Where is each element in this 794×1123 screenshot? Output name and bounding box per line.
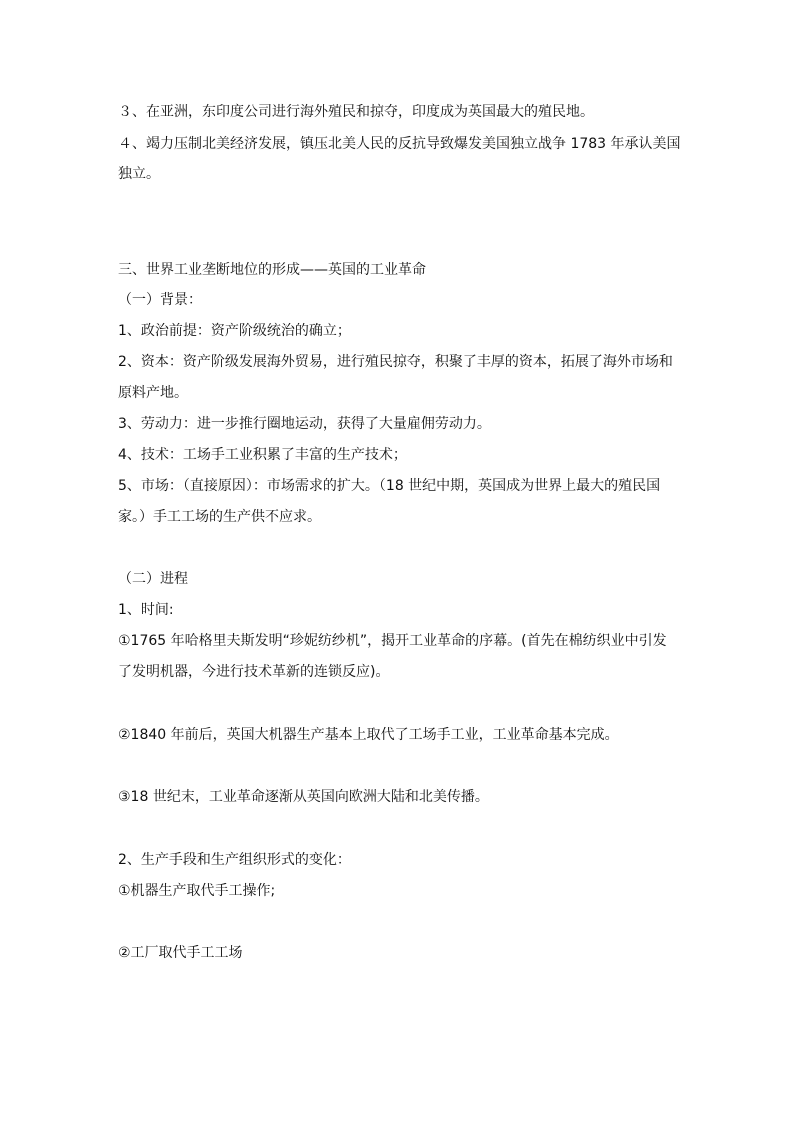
timeline-item-2: ②1840 年前后，英国大机器生产基本上取代了工场手工业，工业革命基本完成。 <box>118 727 619 743</box>
background-point-5-line2: 家。）手工工场的生产供不应求。 <box>118 509 321 525</box>
timeline-item-1-line2: 了发明机器，今进行技术革新的连锁反应)。 <box>118 664 390 680</box>
section-heading-3: 三、世界工业垄断地位的形成——英国的工业革命 <box>118 262 426 278</box>
background-point-5-line1: 5、市场：（直接原因）：市场需求的扩大。（18 世纪中期，英国成为世界上最大的殖民国 <box>118 478 661 494</box>
colonial-point-3: ３、在亚洲，东印度公司进行海外殖民和掠夺，印度成为英国最大的殖民地。 <box>118 104 594 120</box>
background-point-3: 3、劳动力：进一步推行圈地运动，获得了大量雇佣劳动力。 <box>118 416 491 432</box>
background-point-2-line1: 2、资本：资产阶级发展海外贸易，进行殖民掠夺，积聚了丰厚的资本，拓展了海外市场和 <box>118 354 673 370</box>
colonial-point-4-line2: 独立。 <box>118 166 160 182</box>
background-point-4: 4、技术：工场手工业积累了丰富的生产技术； <box>118 447 407 463</box>
timeline-item-3: ③18 世纪末，工业革命逐渐从英国向欧洲大陆和北美传播。 <box>118 789 489 805</box>
subsection-background: （一）背景： <box>118 292 202 308</box>
production-change-item-1: ①机器生产取代手工操作; <box>118 883 276 899</box>
process-time-heading: 1、时间: <box>118 602 174 618</box>
subsection-process: （二）进程 <box>118 571 188 587</box>
production-change-heading: 2、生产手段和生产组织形式的变化： <box>118 852 351 868</box>
production-change-item-2: ②工厂取代手工工场 <box>118 945 243 961</box>
timeline-item-1-line1: ①1765 年哈格里夫斯发明“珍妮纺纱机”，揭开工业革命的序幕。(首先在棉纺织业中引发 <box>118 633 667 649</box>
background-point-2-line2: 原料产地。 <box>118 385 188 401</box>
background-point-1: 1、政治前提：资产阶级统治的确立； <box>118 323 351 339</box>
colonial-point-4-line1: ４、竭力压制北美经济发展，镇压北美人民的反抗导致爆发美国独立战争 1783 年承认美国 <box>118 136 681 152</box>
